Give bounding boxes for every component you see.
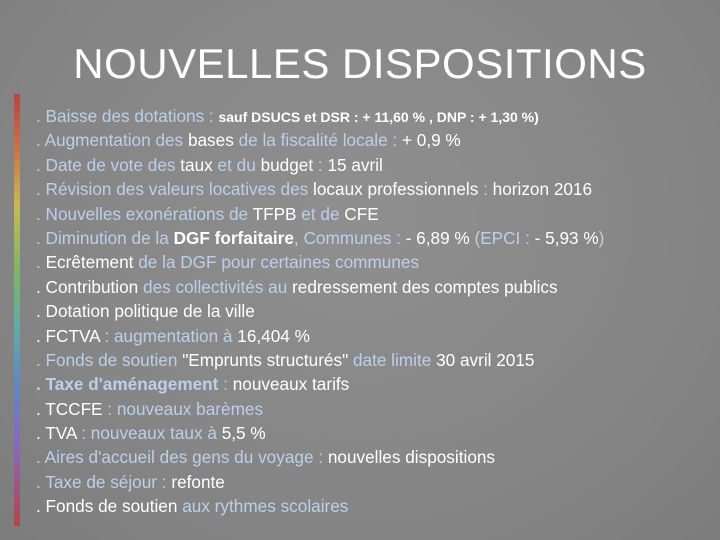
list-item-segment: : — [218, 374, 233, 395]
list-item-segment: . Dotation politique de la ville — [36, 301, 255, 322]
list-item-segment: TFPB — [252, 203, 297, 224]
list-item-segment: : — [478, 179, 493, 200]
list-item-segment: budget — [260, 154, 314, 175]
list-item-segment: : — [313, 154, 328, 175]
list-item-segment: ) — [598, 227, 605, 248]
list-item-segment: . Aires d'accueil des gens du voyage : — [36, 447, 328, 468]
list-item-segment: . TCCFE — [36, 398, 103, 419]
list-item-segment: 15 avril — [327, 154, 383, 175]
list-item-segment: . Fonds de soutien — [36, 496, 178, 517]
list-item-segment: 30 avril 2015 — [436, 349, 535, 370]
list-item-segment: redressement des comptes publics — [292, 276, 558, 297]
list-item — [36, 128, 716, 152]
list-item — [36, 275, 716, 299]
list-item-segment: refonte — [171, 471, 225, 492]
list-item-segment: des collectivités au — [138, 276, 293, 297]
slide-title: NOUVELLES DISPOSITIONS — [73, 40, 647, 87]
list-item — [36, 494, 716, 518]
list-item-segment: taux — [180, 154, 213, 175]
list-item — [36, 348, 716, 372]
list-item — [36, 324, 716, 348]
list-item-segment: locaux professionnels — [313, 179, 479, 200]
list-item-segment: 16,404 % — [237, 325, 310, 346]
list-item — [36, 445, 716, 469]
list-item — [36, 397, 716, 421]
list-item-segment: . Baisse des dotations : — [36, 106, 219, 126]
list-item-segment: horizon 2016 — [492, 179, 593, 200]
list-item-segment: CFE — [344, 203, 379, 224]
list-item-segment: de la fiscalité locale : — [233, 130, 402, 151]
list-item-segment: . FCTVA — [36, 325, 100, 346]
list-item — [36, 153, 716, 177]
list-item-segment: . Nouvelles exonérations de — [36, 203, 253, 224]
list-item-segment: bases — [187, 130, 234, 151]
list-item-segment: + 0,9 % — [401, 130, 461, 151]
list-item — [36, 226, 716, 250]
list-item-segment: de la DGF pour certaines communes — [133, 252, 420, 273]
list-item-segment: . Taxe de séjour : — [36, 471, 172, 492]
list-item-segment: . Fonds de soutien — [36, 349, 183, 370]
list-item-segment: . Diminution de la — [36, 227, 174, 248]
list-item — [36, 421, 716, 445]
list-item-segment: 5,5 % — [221, 423, 266, 444]
list-item-segment: - 6,89 % — [405, 227, 470, 248]
list-item — [36, 202, 716, 226]
list-item — [36, 372, 716, 396]
list-item-segment: . TVA — [36, 423, 77, 444]
decorative-rainbow-bar — [14, 94, 20, 526]
list-item-segment: et de — [296, 203, 345, 224]
list-item — [36, 104, 716, 128]
list-item-segment: . — [36, 252, 46, 273]
list-item-segment: : nouveaux barèmes — [102, 398, 264, 419]
list-item-segment: date limite — [348, 349, 437, 370]
list-item-segment: (EPCI : — [469, 227, 535, 248]
list-item-segment: : augmentation à — [99, 325, 238, 346]
list-item-segment: aux rythmes scolaires — [177, 496, 349, 517]
list-item — [36, 299, 716, 323]
list-item-segment: DGF forfaitaire — [173, 227, 294, 248]
bullet-list — [36, 104, 716, 519]
list-item-segment: Ecrêtement — [45, 252, 134, 273]
list-item-segment: . Contribution — [36, 276, 139, 297]
list-item-segment: . Date de vote des — [36, 154, 181, 175]
list-item-segment: . Taxe d'aménagement — [36, 374, 219, 395]
list-item-segment: , Communes : — [293, 227, 406, 248]
list-item-segment: nouvelles dispositions — [327, 447, 496, 468]
list-item-segment: nouveaux tarifs — [232, 374, 350, 395]
list-item-segment: "Emprunts structurés" — [182, 349, 349, 370]
list-item-segment: et du — [212, 154, 261, 175]
list-item-segment: . Révision des valeurs locatives des — [36, 179, 314, 200]
list-item-segment: - 5,93 % — [534, 227, 599, 248]
list-item-segment: . Augmentation des — [36, 130, 188, 151]
list-item — [36, 177, 716, 201]
list-item — [36, 470, 716, 494]
list-item — [36, 250, 716, 274]
list-item-segment: sauf DSUCS et DSR : + 11,60 % , DNP : + 1,30 %) — [218, 109, 539, 125]
list-item-segment: : nouveaux taux à — [76, 423, 222, 444]
